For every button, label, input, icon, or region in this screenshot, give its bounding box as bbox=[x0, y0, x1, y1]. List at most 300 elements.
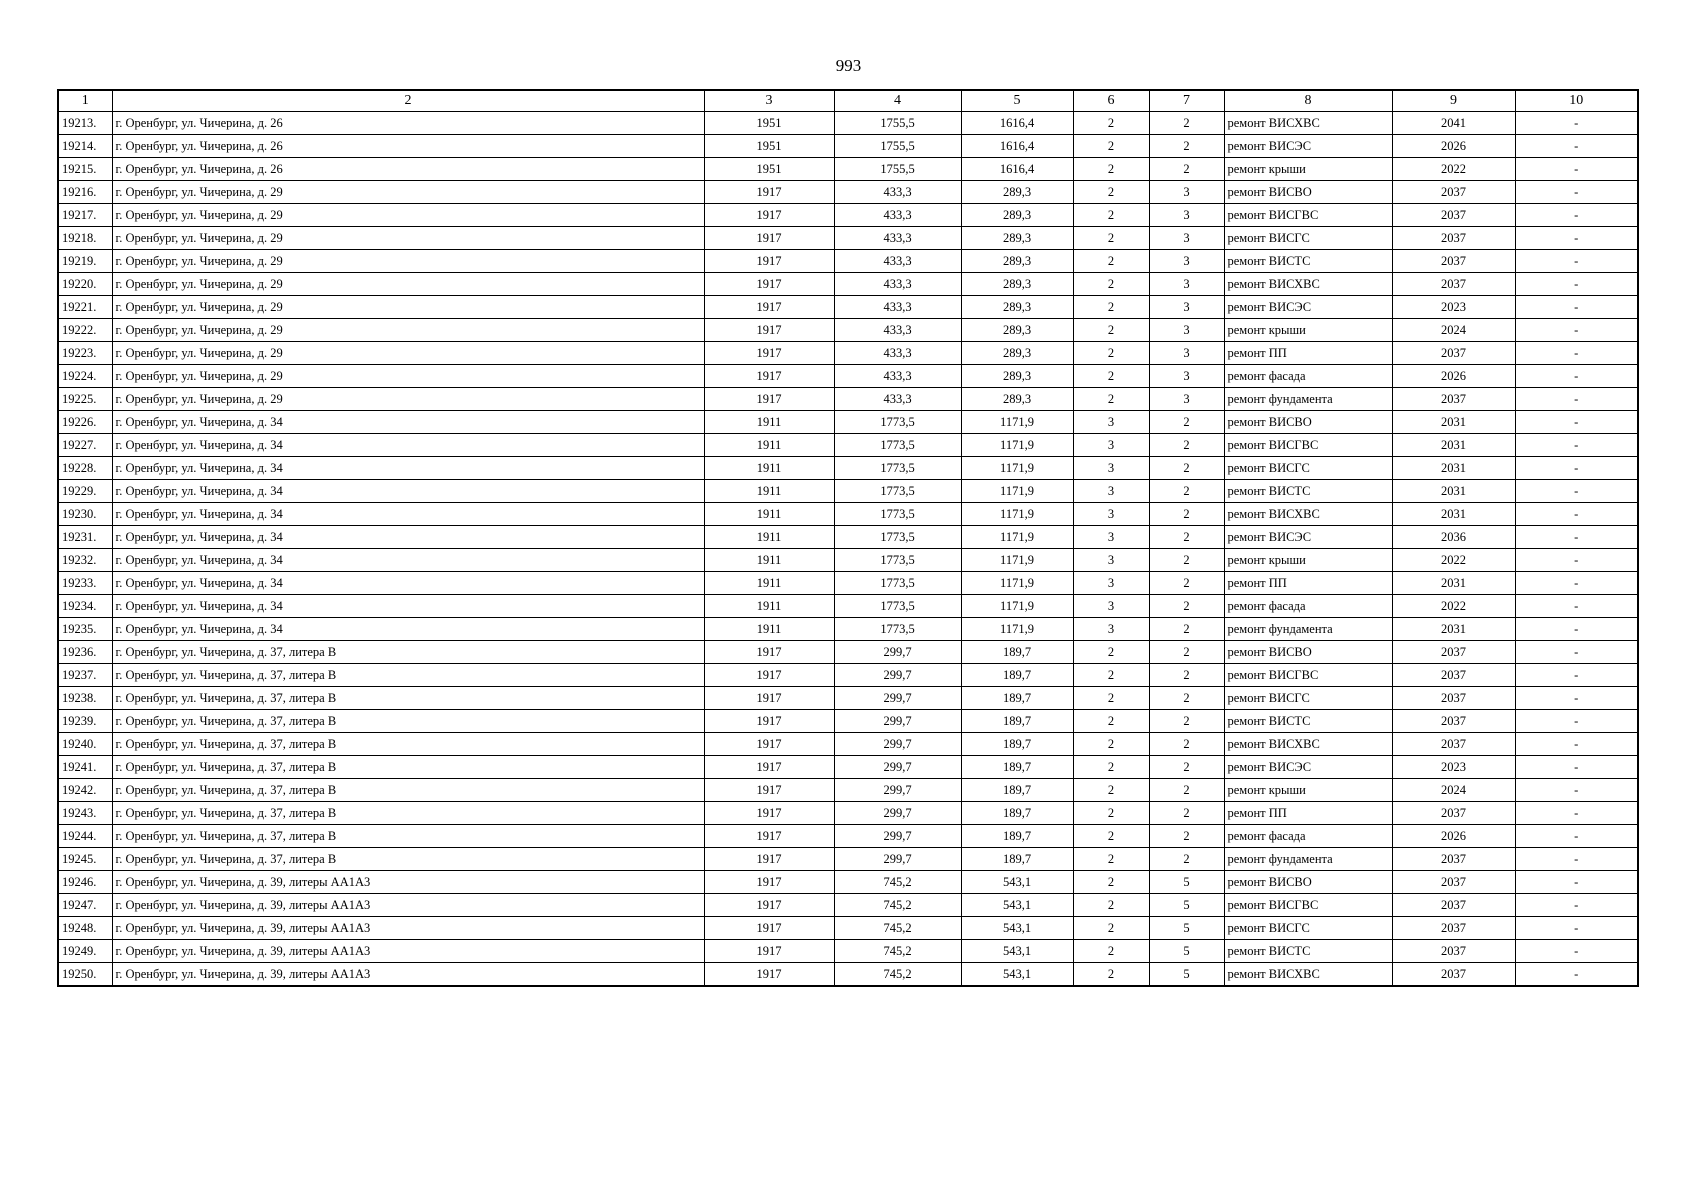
cell-work-type: ремонт ВИСГВС bbox=[1224, 664, 1392, 687]
table-row bbox=[58, 135, 1638, 158]
cell-row-number: 19243. bbox=[58, 802, 112, 825]
cell-note: - bbox=[1515, 848, 1638, 871]
cell-address: г. Оренбург, ул. Чичерина, д. 29 bbox=[112, 388, 704, 411]
cell-work-type: ремонт ВИСВО bbox=[1224, 871, 1392, 894]
cell-planned-year: 2037 bbox=[1392, 664, 1515, 687]
cell-build-year: 1917 bbox=[704, 756, 834, 779]
cell-total-area: 1773,5 bbox=[834, 595, 961, 618]
cell-note: - bbox=[1515, 641, 1638, 664]
cell-note: - bbox=[1515, 250, 1638, 273]
cell-address: г. Оренбург, ул. Чичерина, д. 37, литера В bbox=[112, 687, 704, 710]
cell-note: - bbox=[1515, 434, 1638, 457]
cell-note: - bbox=[1515, 871, 1638, 894]
cell-note: - bbox=[1515, 733, 1638, 756]
cell-floors: 2 bbox=[1073, 319, 1149, 342]
cell-note: - bbox=[1515, 135, 1638, 158]
column-header-1: 1 bbox=[58, 90, 112, 112]
cell-floors: 3 bbox=[1073, 480, 1149, 503]
cell-planned-year: 2037 bbox=[1392, 940, 1515, 963]
cell-build-year: 1951 bbox=[704, 135, 834, 158]
cell-build-year: 1911 bbox=[704, 503, 834, 526]
cell-planned-year: 2026 bbox=[1392, 135, 1515, 158]
cell-work-type: ремонт ПП bbox=[1224, 572, 1392, 595]
cell-floors: 3 bbox=[1073, 549, 1149, 572]
cell-build-year: 1911 bbox=[704, 526, 834, 549]
cell-work-type: ремонт ВИСГВС bbox=[1224, 434, 1392, 457]
cell-row-number: 19225. bbox=[58, 388, 112, 411]
cell-total-area: 433,3 bbox=[834, 204, 961, 227]
cell-note: - bbox=[1515, 825, 1638, 848]
cell-entrances: 2 bbox=[1149, 158, 1224, 181]
table-row bbox=[58, 756, 1638, 779]
cell-address: г. Оренбург, ул. Чичерина, д. 29 bbox=[112, 319, 704, 342]
table-row bbox=[58, 365, 1638, 388]
cell-planned-year: 2037 bbox=[1392, 802, 1515, 825]
cell-work-type: ремонт фундамента bbox=[1224, 618, 1392, 641]
cell-total-area: 745,2 bbox=[834, 940, 961, 963]
cell-build-year: 1951 bbox=[704, 112, 834, 135]
cell-total-area: 1755,5 bbox=[834, 112, 961, 135]
cell-living-area: 543,1 bbox=[961, 871, 1073, 894]
cell-living-area: 289,3 bbox=[961, 273, 1073, 296]
cell-row-number: 19239. bbox=[58, 710, 112, 733]
table-row bbox=[58, 273, 1638, 296]
cell-work-type: ремонт ВИСГС bbox=[1224, 917, 1392, 940]
cell-note: - bbox=[1515, 227, 1638, 250]
cell-note: - bbox=[1515, 779, 1638, 802]
cell-row-number: 19233. bbox=[58, 572, 112, 595]
cell-note: - bbox=[1515, 342, 1638, 365]
cell-living-area: 543,1 bbox=[961, 963, 1073, 987]
table-row bbox=[58, 618, 1638, 641]
cell-total-area: 433,3 bbox=[834, 365, 961, 388]
cell-floors: 2 bbox=[1073, 963, 1149, 987]
cell-entrances: 3 bbox=[1149, 273, 1224, 296]
cell-note: - bbox=[1515, 963, 1638, 987]
cell-floors: 2 bbox=[1073, 112, 1149, 135]
cell-total-area: 433,3 bbox=[834, 296, 961, 319]
cell-floors: 2 bbox=[1073, 940, 1149, 963]
cell-planned-year: 2031 bbox=[1392, 457, 1515, 480]
cell-row-number: 19215. bbox=[58, 158, 112, 181]
cell-entrances: 2 bbox=[1149, 411, 1224, 434]
cell-planned-year: 2037 bbox=[1392, 687, 1515, 710]
cell-living-area: 1171,9 bbox=[961, 572, 1073, 595]
cell-planned-year: 2026 bbox=[1392, 365, 1515, 388]
cell-work-type: ремонт фундамента bbox=[1224, 848, 1392, 871]
cell-entrances: 3 bbox=[1149, 227, 1224, 250]
cell-planned-year: 2031 bbox=[1392, 618, 1515, 641]
column-header-2: 2 bbox=[112, 90, 704, 112]
cell-entrances: 3 bbox=[1149, 365, 1224, 388]
cell-address: г. Оренбург, ул. Чичерина, д. 37, литера В bbox=[112, 733, 704, 756]
cell-floors: 3 bbox=[1073, 526, 1149, 549]
cell-floors: 2 bbox=[1073, 664, 1149, 687]
cell-work-type: ремонт ВИСТС bbox=[1224, 710, 1392, 733]
repair-schedule-table bbox=[57, 89, 1639, 987]
cell-planned-year: 2031 bbox=[1392, 434, 1515, 457]
cell-address: г. Оренбург, ул. Чичерина, д. 26 bbox=[112, 112, 704, 135]
cell-floors: 2 bbox=[1073, 802, 1149, 825]
cell-floors: 2 bbox=[1073, 342, 1149, 365]
cell-work-type: ремонт ПП bbox=[1224, 342, 1392, 365]
cell-entrances: 2 bbox=[1149, 503, 1224, 526]
cell-row-number: 19240. bbox=[58, 733, 112, 756]
cell-work-type: ремонт ВИСВО bbox=[1224, 411, 1392, 434]
cell-total-area: 433,3 bbox=[834, 388, 961, 411]
cell-row-number: 19227. bbox=[58, 434, 112, 457]
cell-total-area: 299,7 bbox=[834, 664, 961, 687]
cell-address: г. Оренбург, ул. Чичерина, д. 37, литера В bbox=[112, 641, 704, 664]
cell-address: г. Оренбург, ул. Чичерина, д. 34 bbox=[112, 549, 704, 572]
cell-living-area: 289,3 bbox=[961, 388, 1073, 411]
column-header-8: 8 bbox=[1224, 90, 1392, 112]
cell-total-area: 745,2 bbox=[834, 963, 961, 987]
cell-floors: 2 bbox=[1073, 917, 1149, 940]
cell-build-year: 1951 bbox=[704, 158, 834, 181]
cell-build-year: 1917 bbox=[704, 710, 834, 733]
cell-address: г. Оренбург, ул. Чичерина, д. 34 bbox=[112, 572, 704, 595]
column-header-9: 9 bbox=[1392, 90, 1515, 112]
cell-entrances: 2 bbox=[1149, 710, 1224, 733]
table-row bbox=[58, 480, 1638, 503]
cell-address: г. Оренбург, ул. Чичерина, д. 29 bbox=[112, 296, 704, 319]
cell-floors: 2 bbox=[1073, 135, 1149, 158]
cell-total-area: 1773,5 bbox=[834, 618, 961, 641]
cell-note: - bbox=[1515, 756, 1638, 779]
cell-address: г. Оренбург, ул. Чичерина, д. 26 bbox=[112, 135, 704, 158]
cell-row-number: 19216. bbox=[58, 181, 112, 204]
cell-living-area: 1616,4 bbox=[961, 135, 1073, 158]
cell-entrances: 3 bbox=[1149, 296, 1224, 319]
cell-living-area: 289,3 bbox=[961, 342, 1073, 365]
cell-note: - bbox=[1515, 457, 1638, 480]
cell-address: г. Оренбург, ул. Чичерина, д. 39, литеры АА1А3 bbox=[112, 871, 704, 894]
cell-build-year: 1917 bbox=[704, 894, 834, 917]
cell-floors: 2 bbox=[1073, 181, 1149, 204]
table-row bbox=[58, 894, 1638, 917]
cell-living-area: 1171,9 bbox=[961, 411, 1073, 434]
cell-entrances: 2 bbox=[1149, 480, 1224, 503]
cell-entrances: 2 bbox=[1149, 664, 1224, 687]
cell-living-area: 1616,4 bbox=[961, 112, 1073, 135]
cell-planned-year: 2037 bbox=[1392, 963, 1515, 987]
cell-work-type: ремонт фасада bbox=[1224, 595, 1392, 618]
cell-total-area: 1773,5 bbox=[834, 549, 961, 572]
cell-total-area: 1755,5 bbox=[834, 135, 961, 158]
cell-total-area: 1773,5 bbox=[834, 411, 961, 434]
cell-note: - bbox=[1515, 664, 1638, 687]
cell-floors: 2 bbox=[1073, 825, 1149, 848]
table-row bbox=[58, 917, 1638, 940]
cell-work-type: ремонт фасада bbox=[1224, 825, 1392, 848]
cell-row-number: 19244. bbox=[58, 825, 112, 848]
cell-planned-year: 2037 bbox=[1392, 204, 1515, 227]
cell-note: - bbox=[1515, 618, 1638, 641]
cell-address: г. Оренбург, ул. Чичерина, д. 34 bbox=[112, 526, 704, 549]
table-row bbox=[58, 687, 1638, 710]
cell-address: г. Оренбург, ул. Чичерина, д. 34 bbox=[112, 457, 704, 480]
cell-build-year: 1911 bbox=[704, 549, 834, 572]
cell-floors: 3 bbox=[1073, 503, 1149, 526]
cell-planned-year: 2022 bbox=[1392, 158, 1515, 181]
cell-living-area: 189,7 bbox=[961, 733, 1073, 756]
cell-planned-year: 2031 bbox=[1392, 411, 1515, 434]
cell-work-type: ремонт ВИСТС bbox=[1224, 250, 1392, 273]
cell-planned-year: 2031 bbox=[1392, 572, 1515, 595]
cell-entrances: 2 bbox=[1149, 595, 1224, 618]
cell-living-area: 189,7 bbox=[961, 848, 1073, 871]
cell-row-number: 19218. bbox=[58, 227, 112, 250]
cell-work-type: ремонт ВИСХВС bbox=[1224, 273, 1392, 296]
cell-note: - bbox=[1515, 365, 1638, 388]
cell-work-type: ремонт ВИСХВС bbox=[1224, 503, 1392, 526]
cell-note: - bbox=[1515, 411, 1638, 434]
cell-work-type: ремонт ВИСГС bbox=[1224, 227, 1392, 250]
cell-entrances: 5 bbox=[1149, 871, 1224, 894]
cell-work-type: ремонт фундамента bbox=[1224, 388, 1392, 411]
column-header-4: 4 bbox=[834, 90, 961, 112]
table-row bbox=[58, 733, 1638, 756]
cell-note: - bbox=[1515, 273, 1638, 296]
cell-floors: 2 bbox=[1073, 296, 1149, 319]
cell-row-number: 19232. bbox=[58, 549, 112, 572]
cell-row-number: 19222. bbox=[58, 319, 112, 342]
cell-work-type: ремонт крыши bbox=[1224, 319, 1392, 342]
cell-floors: 3 bbox=[1073, 595, 1149, 618]
table-row bbox=[58, 227, 1638, 250]
cell-note: - bbox=[1515, 802, 1638, 825]
table-row bbox=[58, 388, 1638, 411]
cell-address: г. Оренбург, ул. Чичерина, д. 34 bbox=[112, 618, 704, 641]
cell-floors: 3 bbox=[1073, 572, 1149, 595]
cell-address: г. Оренбург, ул. Чичерина, д. 34 bbox=[112, 411, 704, 434]
cell-living-area: 543,1 bbox=[961, 940, 1073, 963]
cell-build-year: 1911 bbox=[704, 572, 834, 595]
cell-entrances: 5 bbox=[1149, 940, 1224, 963]
cell-build-year: 1917 bbox=[704, 825, 834, 848]
cell-entrances: 2 bbox=[1149, 825, 1224, 848]
cell-address: г. Оренбург, ул. Чичерина, д. 29 bbox=[112, 250, 704, 273]
cell-note: - bbox=[1515, 204, 1638, 227]
cell-entrances: 5 bbox=[1149, 963, 1224, 987]
cell-address: г. Оренбург, ул. Чичерина, д. 29 bbox=[112, 227, 704, 250]
cell-note: - bbox=[1515, 572, 1638, 595]
cell-row-number: 19230. bbox=[58, 503, 112, 526]
cell-build-year: 1917 bbox=[704, 963, 834, 987]
cell-build-year: 1917 bbox=[704, 917, 834, 940]
cell-address: г. Оренбург, ул. Чичерина, д. 34 bbox=[112, 503, 704, 526]
cell-address: г. Оренбург, ул. Чичерина, д. 37, литера В bbox=[112, 825, 704, 848]
header-row bbox=[58, 90, 1638, 112]
table-row bbox=[58, 250, 1638, 273]
cell-row-number: 19220. bbox=[58, 273, 112, 296]
cell-address: г. Оренбург, ул. Чичерина, д. 37, литера В bbox=[112, 664, 704, 687]
cell-row-number: 19245. bbox=[58, 848, 112, 871]
cell-entrances: 2 bbox=[1149, 549, 1224, 572]
cell-floors: 2 bbox=[1073, 733, 1149, 756]
cell-work-type: ремонт ПП bbox=[1224, 802, 1392, 825]
cell-row-number: 19226. bbox=[58, 411, 112, 434]
cell-note: - bbox=[1515, 480, 1638, 503]
cell-floors: 2 bbox=[1073, 273, 1149, 296]
cell-living-area: 1171,9 bbox=[961, 526, 1073, 549]
cell-planned-year: 2024 bbox=[1392, 779, 1515, 802]
cell-total-area: 299,7 bbox=[834, 641, 961, 664]
cell-address: г. Оренбург, ул. Чичерина, д. 29 bbox=[112, 273, 704, 296]
cell-total-area: 299,7 bbox=[834, 779, 961, 802]
cell-work-type: ремонт ВИСЭС bbox=[1224, 296, 1392, 319]
cell-address: г. Оренбург, ул. Чичерина, д. 29 bbox=[112, 181, 704, 204]
cell-planned-year: 2037 bbox=[1392, 388, 1515, 411]
cell-entrances: 2 bbox=[1149, 779, 1224, 802]
cell-floors: 2 bbox=[1073, 365, 1149, 388]
table-row bbox=[58, 503, 1638, 526]
cell-row-number: 19237. bbox=[58, 664, 112, 687]
cell-note: - bbox=[1515, 181, 1638, 204]
cell-total-area: 1773,5 bbox=[834, 480, 961, 503]
cell-build-year: 1911 bbox=[704, 434, 834, 457]
cell-floors: 2 bbox=[1073, 204, 1149, 227]
cell-floors: 3 bbox=[1073, 457, 1149, 480]
cell-work-type: ремонт ВИСГС bbox=[1224, 457, 1392, 480]
cell-build-year: 1917 bbox=[704, 733, 834, 756]
cell-floors: 2 bbox=[1073, 388, 1149, 411]
cell-floors: 2 bbox=[1073, 756, 1149, 779]
cell-entrances: 2 bbox=[1149, 618, 1224, 641]
cell-build-year: 1917 bbox=[704, 181, 834, 204]
cell-build-year: 1917 bbox=[704, 779, 834, 802]
cell-address: г. Оренбург, ул. Чичерина, д. 37, литера В bbox=[112, 710, 704, 733]
cell-note: - bbox=[1515, 112, 1638, 135]
cell-work-type: ремонт ВИСГС bbox=[1224, 687, 1392, 710]
cell-planned-year: 2031 bbox=[1392, 480, 1515, 503]
cell-entrances: 2 bbox=[1149, 572, 1224, 595]
column-header-6: 6 bbox=[1073, 90, 1149, 112]
cell-build-year: 1917 bbox=[704, 227, 834, 250]
cell-total-area: 745,2 bbox=[834, 871, 961, 894]
table-row bbox=[58, 526, 1638, 549]
table-row bbox=[58, 204, 1638, 227]
cell-floors: 2 bbox=[1073, 158, 1149, 181]
cell-address: г. Оренбург, ул. Чичерина, д. 34 bbox=[112, 434, 704, 457]
cell-total-area: 1773,5 bbox=[834, 503, 961, 526]
cell-planned-year: 2037 bbox=[1392, 917, 1515, 940]
cell-work-type: ремонт ВИСЭС bbox=[1224, 526, 1392, 549]
cell-work-type: ремонт ВИСХВС bbox=[1224, 733, 1392, 756]
cell-total-area: 433,3 bbox=[834, 227, 961, 250]
table-row bbox=[58, 549, 1638, 572]
table-body bbox=[58, 112, 1638, 987]
cell-total-area: 299,7 bbox=[834, 756, 961, 779]
table-row bbox=[58, 457, 1638, 480]
cell-entrances: 2 bbox=[1149, 135, 1224, 158]
cell-total-area: 1773,5 bbox=[834, 526, 961, 549]
cell-row-number: 19221. bbox=[58, 296, 112, 319]
table-row bbox=[58, 963, 1638, 987]
cell-living-area: 1171,9 bbox=[961, 457, 1073, 480]
column-header-5: 5 bbox=[961, 90, 1073, 112]
cell-note: - bbox=[1515, 549, 1638, 572]
cell-entrances: 3 bbox=[1149, 181, 1224, 204]
cell-living-area: 289,3 bbox=[961, 319, 1073, 342]
cell-living-area: 189,7 bbox=[961, 641, 1073, 664]
cell-living-area: 1171,9 bbox=[961, 549, 1073, 572]
cell-living-area: 1616,4 bbox=[961, 158, 1073, 181]
cell-address: г. Оренбург, ул. Чичерина, д. 39, литеры АА1А3 bbox=[112, 917, 704, 940]
cell-entrances: 5 bbox=[1149, 894, 1224, 917]
table-row bbox=[58, 112, 1638, 135]
cell-address: г. Оренбург, ул. Чичерина, д. 37, литера В bbox=[112, 802, 704, 825]
cell-work-type: ремонт фасада bbox=[1224, 365, 1392, 388]
cell-build-year: 1917 bbox=[704, 802, 834, 825]
cell-build-year: 1917 bbox=[704, 641, 834, 664]
cell-planned-year: 2037 bbox=[1392, 227, 1515, 250]
cell-total-area: 1773,5 bbox=[834, 572, 961, 595]
cell-entrances: 2 bbox=[1149, 802, 1224, 825]
cell-entrances: 3 bbox=[1149, 388, 1224, 411]
cell-build-year: 1917 bbox=[704, 365, 834, 388]
cell-address: г. Оренбург, ул. Чичерина, д. 29 bbox=[112, 204, 704, 227]
cell-address: г. Оренбург, ул. Чичерина, д. 37, литера В bbox=[112, 756, 704, 779]
cell-living-area: 543,1 bbox=[961, 894, 1073, 917]
cell-total-area: 745,2 bbox=[834, 894, 961, 917]
cell-floors: 2 bbox=[1073, 779, 1149, 802]
cell-row-number: 19249. bbox=[58, 940, 112, 963]
cell-work-type: ремонт ВИСГВС bbox=[1224, 204, 1392, 227]
cell-planned-year: 2037 bbox=[1392, 733, 1515, 756]
cell-floors: 3 bbox=[1073, 618, 1149, 641]
cell-living-area: 1171,9 bbox=[961, 618, 1073, 641]
table-row bbox=[58, 802, 1638, 825]
cell-work-type: ремонт крыши bbox=[1224, 779, 1392, 802]
column-header-3: 3 bbox=[704, 90, 834, 112]
cell-build-year: 1911 bbox=[704, 411, 834, 434]
cell-row-number: 19248. bbox=[58, 917, 112, 940]
cell-work-type: ремонт ВИСВО bbox=[1224, 641, 1392, 664]
cell-living-area: 289,3 bbox=[961, 296, 1073, 319]
cell-living-area: 189,7 bbox=[961, 825, 1073, 848]
cell-row-number: 19213. bbox=[58, 112, 112, 135]
cell-row-number: 19241. bbox=[58, 756, 112, 779]
cell-row-number: 19228. bbox=[58, 457, 112, 480]
table-row bbox=[58, 319, 1638, 342]
cell-row-number: 19223. bbox=[58, 342, 112, 365]
cell-row-number: 19229. bbox=[58, 480, 112, 503]
table-row bbox=[58, 825, 1638, 848]
cell-planned-year: 2037 bbox=[1392, 848, 1515, 871]
cell-work-type: ремонт ВИСХВС bbox=[1224, 963, 1392, 987]
cell-floors: 2 bbox=[1073, 871, 1149, 894]
cell-total-area: 299,7 bbox=[834, 825, 961, 848]
cell-floors: 3 bbox=[1073, 411, 1149, 434]
cell-planned-year: 2037 bbox=[1392, 641, 1515, 664]
cell-planned-year: 2036 bbox=[1392, 526, 1515, 549]
cell-living-area: 289,3 bbox=[961, 365, 1073, 388]
cell-entrances: 2 bbox=[1149, 526, 1224, 549]
cell-build-year: 1917 bbox=[704, 687, 834, 710]
cell-planned-year: 2037 bbox=[1392, 181, 1515, 204]
cell-build-year: 1917 bbox=[704, 319, 834, 342]
cell-address: г. Оренбург, ул. Чичерина, д. 29 bbox=[112, 365, 704, 388]
cell-total-area: 299,7 bbox=[834, 802, 961, 825]
cell-living-area: 1171,9 bbox=[961, 480, 1073, 503]
cell-address: г. Оренбург, ул. Чичерина, д. 37, литера В bbox=[112, 779, 704, 802]
cell-entrances: 3 bbox=[1149, 342, 1224, 365]
table-row bbox=[58, 664, 1638, 687]
cell-floors: 2 bbox=[1073, 687, 1149, 710]
cell-planned-year: 2037 bbox=[1392, 273, 1515, 296]
